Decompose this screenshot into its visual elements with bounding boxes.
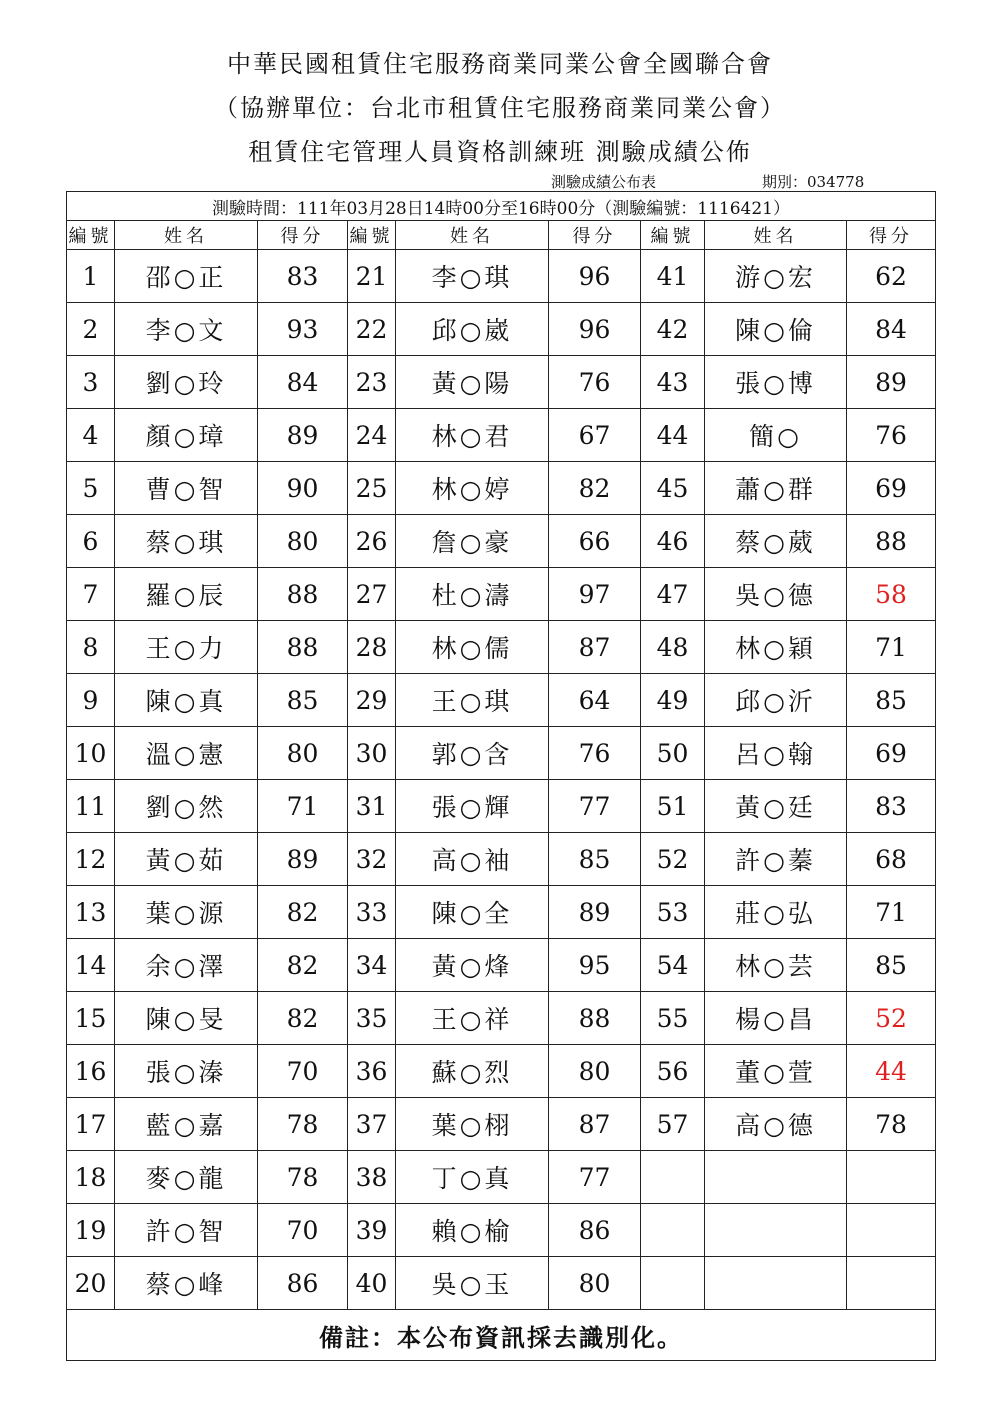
cell-score: 80 [258,727,348,780]
cell-score: 95 [549,939,641,992]
cell-score: 67 [549,409,641,462]
cell-name: 余○澤 [115,939,258,992]
table-row [67,727,936,780]
table-row [67,833,936,886]
cell-name [705,1257,847,1310]
cell-name: 吳○玉 [396,1257,549,1310]
cell-name: 葉○栩 [396,1098,549,1151]
cell-number: 5 [67,462,115,515]
table-row [67,674,936,727]
cell-score: 44 [847,1045,936,1098]
cell-number: 55 [641,992,705,1045]
cell-score: 77 [549,780,641,833]
cell-number: 25 [348,462,396,515]
cell-score: 52 [847,992,936,1045]
cell-number: 6 [67,515,115,568]
cell-score [847,1257,936,1310]
cell-score: 78 [258,1151,348,1204]
cell-name: 王○琪 [396,674,549,727]
header-score: 得分 [847,221,936,250]
header-score: 得分 [258,221,348,250]
cell-score: 62 [847,250,936,303]
cell-score: 93 [258,303,348,356]
cell-score: 84 [847,303,936,356]
cell-number: 15 [67,992,115,1045]
cell-name: 許○智 [115,1204,258,1257]
cell-name: 顏○璋 [115,409,258,462]
cell-number: 10 [67,727,115,780]
cell-number: 4 [67,409,115,462]
cell-number: 24 [348,409,396,462]
table-row [67,939,936,992]
cell-name: 劉○玲 [115,356,258,409]
cell-name: 蕭○群 [705,462,847,515]
cell-score: 97 [549,568,641,621]
footer-note: 備註：本公布資訊採去識別化。 [67,1310,936,1361]
cell-number: 30 [348,727,396,780]
header-name: 姓名 [396,221,549,250]
cell-number: 1 [67,250,115,303]
cell-score: 87 [549,621,641,674]
cell-name: 張○輝 [396,780,549,833]
cell-name: 溫○憲 [115,727,258,780]
cell-score: 86 [549,1204,641,1257]
cell-number: 29 [348,674,396,727]
header-score: 得分 [549,221,641,250]
cell-number: 49 [641,674,705,727]
cell-name: 王○力 [115,621,258,674]
table-row [67,515,936,568]
cell-number: 16 [67,1045,115,1098]
cell-score: 71 [258,780,348,833]
cell-name: 蘇○烈 [396,1045,549,1098]
cell-number: 42 [641,303,705,356]
cell-score: 68 [847,833,936,886]
cell-score: 86 [258,1257,348,1310]
cell-score: 88 [549,992,641,1045]
cell-name: 邵○正 [115,250,258,303]
cell-name: 詹○豪 [396,515,549,568]
cell-number: 13 [67,886,115,939]
cell-number: 35 [348,992,396,1045]
cell-name: 陳○真 [115,674,258,727]
cell-name: 黃○茹 [115,833,258,886]
cell-name: 邱○崴 [396,303,549,356]
cell-name: 張○博 [705,356,847,409]
cell-number: 20 [67,1257,115,1310]
exam-time-info: 測驗時間：111年03月28日14時00分至16時00分（測驗編號：1116421） [67,192,936,221]
cell-score: 77 [549,1151,641,1204]
cell-name: 楊○昌 [705,992,847,1045]
cell-name: 黃○烽 [396,939,549,992]
cell-number: 53 [641,886,705,939]
cell-number: 33 [348,886,396,939]
table-row [67,1257,936,1310]
cell-number: 40 [348,1257,396,1310]
cell-score: 66 [549,515,641,568]
cell-number: 34 [348,939,396,992]
cell-number: 37 [348,1098,396,1151]
cell-score: 70 [258,1204,348,1257]
cell-number: 28 [348,621,396,674]
cell-number: 45 [641,462,705,515]
cell-score: 82 [549,462,641,515]
cell-score: 96 [549,250,641,303]
cell-number: 38 [348,1151,396,1204]
cell-number [641,1151,705,1204]
cell-score: 90 [258,462,348,515]
cell-score: 85 [847,674,936,727]
cell-number: 50 [641,727,705,780]
cell-number: 32 [348,833,396,886]
cell-score: 88 [847,515,936,568]
page-title: 中華民國租賃住宅服務商業同業公會全國聯合會 [227,50,773,78]
cell-name: 李○琪 [396,250,549,303]
cell-name: 林○君 [396,409,549,462]
cell-score: 76 [549,727,641,780]
cell-name: 蔡○葳 [705,515,847,568]
cell-score: 89 [258,409,348,462]
period-label: 期別：034778 [762,173,865,191]
table-row [67,250,936,303]
cell-score: 96 [549,303,641,356]
cell-score: 82 [258,992,348,1045]
cell-name [705,1151,847,1204]
cell-score: 85 [847,939,936,992]
cell-name: 邱○沂 [705,674,847,727]
cell-score: 87 [549,1098,641,1151]
table-row [67,621,936,674]
cell-number: 27 [348,568,396,621]
cell-number: 44 [641,409,705,462]
cell-number: 41 [641,250,705,303]
cell-number: 51 [641,780,705,833]
cell-name: 麥○龍 [115,1151,258,1204]
cell-score: 84 [258,356,348,409]
cell-number: 3 [67,356,115,409]
cell-name: 林○穎 [705,621,847,674]
cell-number: 57 [641,1098,705,1151]
cell-name: 陳○旻 [115,992,258,1045]
cell-name: 蔡○琪 [115,515,258,568]
cell-name: 王○祥 [396,992,549,1045]
cell-score [847,1204,936,1257]
cell-name: 莊○弘 [705,886,847,939]
cell-name: 林○婷 [396,462,549,515]
header-name: 姓名 [705,221,847,250]
cell-score: 78 [258,1098,348,1151]
cell-number: 48 [641,621,705,674]
cell-score: 76 [549,356,641,409]
cell-number: 56 [641,1045,705,1098]
header-name: 姓名 [115,221,258,250]
cell-number: 39 [348,1204,396,1257]
cell-number: 47 [641,568,705,621]
cell-name: 吳○德 [705,568,847,621]
cell-name: 曹○智 [115,462,258,515]
cell-score: 80 [258,515,348,568]
cell-number: 31 [348,780,396,833]
cell-score: 89 [258,833,348,886]
cell-number: 23 [348,356,396,409]
cell-name: 杜○濤 [396,568,549,621]
table-row [67,356,936,409]
cell-number: 11 [67,780,115,833]
cell-score: 80 [549,1257,641,1310]
cell-score: 76 [847,409,936,462]
cell-name: 李○文 [115,303,258,356]
cell-number: 17 [67,1098,115,1151]
score-table [66,191,936,1361]
cell-name: 陳○全 [396,886,549,939]
cell-name: 張○溱 [115,1045,258,1098]
table-row [67,568,936,621]
cell-number: 18 [67,1151,115,1204]
table-row [67,886,936,939]
cell-number: 22 [348,303,396,356]
cell-name: 簡○ [705,409,847,462]
co-organizer-line: （協辦單位：台北市租賃住宅服務商業同業公會） [214,94,786,122]
cell-name: 董○萱 [705,1045,847,1098]
cell-score: 89 [549,886,641,939]
cell-score: 82 [258,886,348,939]
cell-score: 83 [258,250,348,303]
cell-name: 呂○翰 [705,727,847,780]
cell-name: 林○儒 [396,621,549,674]
cell-number: 46 [641,515,705,568]
cell-number: 8 [67,621,115,674]
cell-score: 69 [847,727,936,780]
cell-number: 26 [348,515,396,568]
cell-score: 58 [847,568,936,621]
cell-name: 高○德 [705,1098,847,1151]
cell-number: 9 [67,674,115,727]
cell-number: 12 [67,833,115,886]
cell-number: 7 [67,568,115,621]
cell-number: 21 [348,250,396,303]
cell-number: 54 [641,939,705,992]
cell-name: 蔡○峰 [115,1257,258,1310]
table-row [67,1098,936,1151]
cell-name: 林○芸 [705,939,847,992]
cell-score: 71 [847,886,936,939]
cell-name: 郭○含 [396,727,549,780]
cell-name: 賴○榆 [396,1204,549,1257]
table-row [67,303,936,356]
cell-name: 羅○辰 [115,568,258,621]
cell-name: 丁○真 [396,1151,549,1204]
cell-score: 64 [549,674,641,727]
cell-name: 高○袖 [396,833,549,886]
table-row [67,992,936,1045]
cell-name: 黃○廷 [705,780,847,833]
cell-name [705,1204,847,1257]
cell-score: 71 [847,621,936,674]
cell-score: 69 [847,462,936,515]
cell-score: 78 [847,1098,936,1151]
page-subtitle: 租賃住宅管理人員資格訓練班 測驗成績公佈 [248,138,752,166]
cell-score [847,1151,936,1204]
table-row [67,1204,936,1257]
cell-score: 70 [258,1045,348,1098]
table-row [67,780,936,833]
form-label: 測驗成績公布表 [551,173,657,191]
cell-score: 83 [847,780,936,833]
cell-score: 85 [549,833,641,886]
table-header-row [67,221,936,250]
cell-score: 88 [258,621,348,674]
table-row [67,462,936,515]
table-row [67,409,936,462]
cell-number: 14 [67,939,115,992]
cell-number [641,1257,705,1310]
cell-number: 52 [641,833,705,886]
cell-name: 葉○源 [115,886,258,939]
cell-score: 85 [258,674,348,727]
cell-score: 89 [847,356,936,409]
cell-name: 陳○倫 [705,303,847,356]
cell-score: 88 [258,568,348,621]
cell-name: 藍○嘉 [115,1098,258,1151]
cell-name: 黃○陽 [396,356,549,409]
cell-name: 劉○然 [115,780,258,833]
table-row [67,1045,936,1098]
cell-score: 82 [258,939,348,992]
header-number: 編號 [641,221,705,250]
cell-name: 游○宏 [705,250,847,303]
cell-number [641,1204,705,1257]
cell-number: 43 [641,356,705,409]
header-number: 編號 [67,221,115,250]
cell-number: 2 [67,303,115,356]
cell-number: 19 [67,1204,115,1257]
header-number: 編號 [348,221,396,250]
cell-score: 80 [549,1045,641,1098]
table-row [67,1151,936,1204]
cell-name: 許○蓁 [705,833,847,886]
cell-number: 36 [348,1045,396,1098]
